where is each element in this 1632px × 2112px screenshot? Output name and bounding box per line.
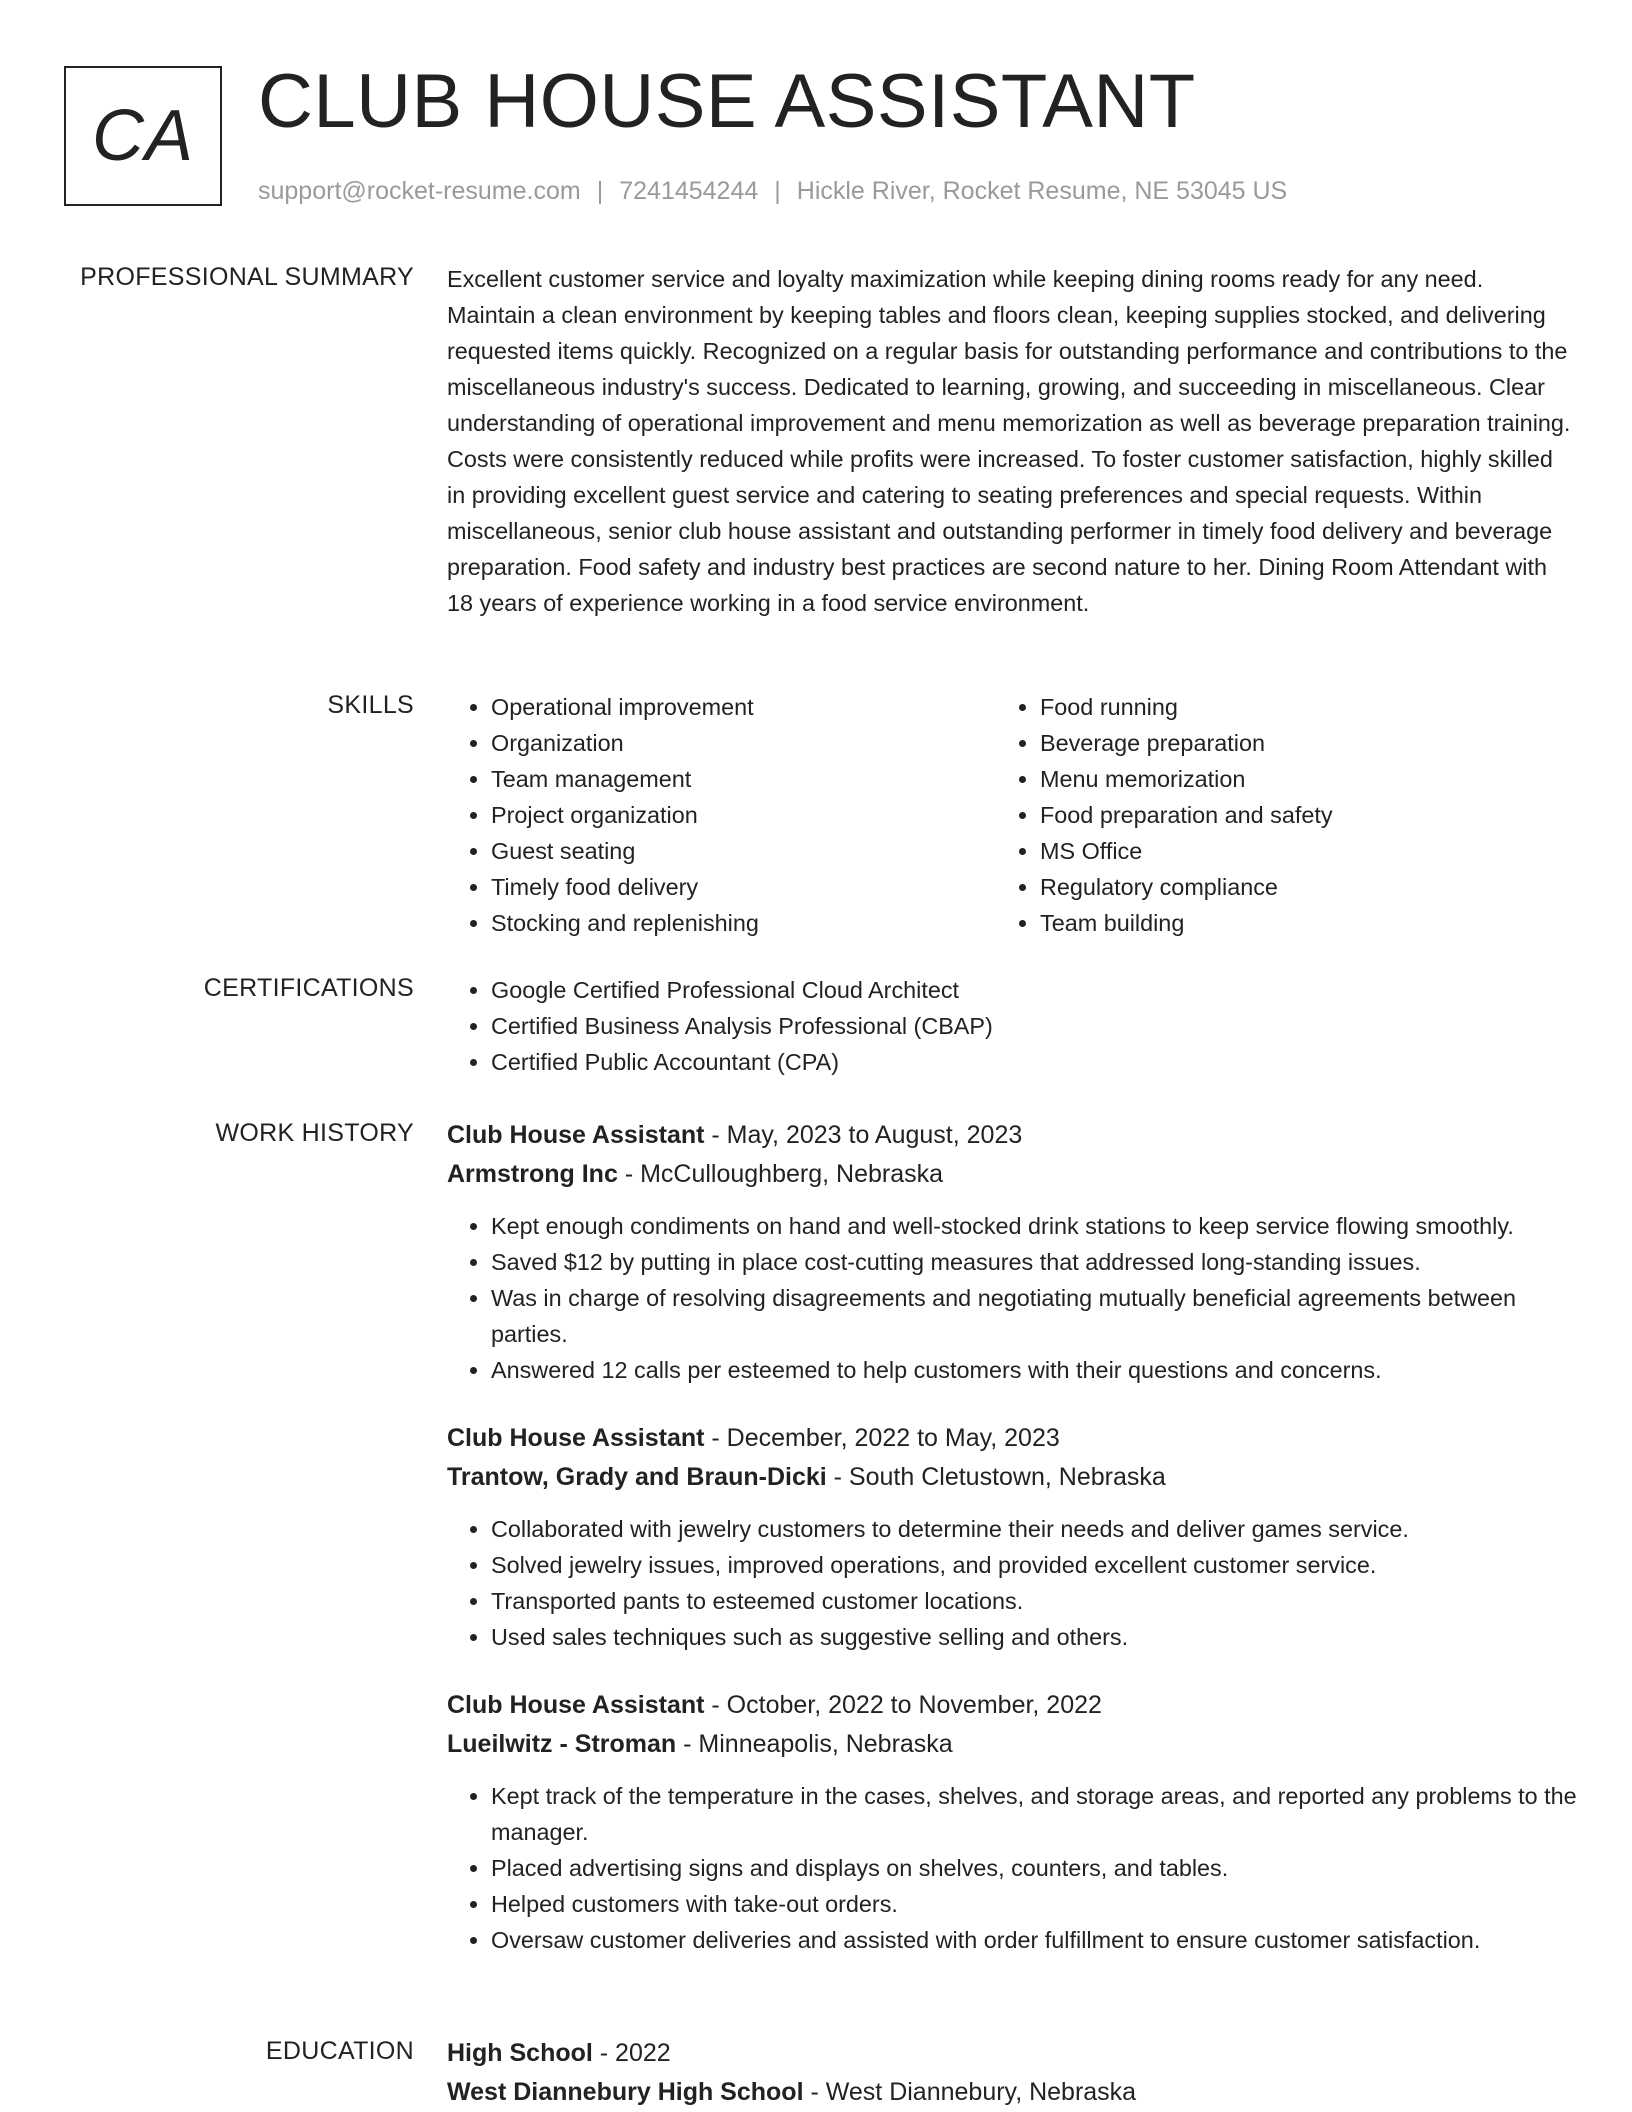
skill-item: • Guest seating — [491, 833, 996, 869]
education-school-line — [447, 2073, 1577, 2112]
certification-item: • Google Certified Professional Cloud Architect — [491, 972, 1577, 1008]
job-bullets — [447, 1778, 1577, 1958]
job-bullet: • Transported pants to esteemed customer locations. — [491, 1583, 1577, 1619]
education-degree: High School — [447, 2039, 593, 2067]
job-bullet: • Kept track of the temperature in the cases, shelves, and storage areas, and reported any problems to the manager. — [491, 1778, 1577, 1850]
summary-text: Excellent customer service and loyalty maximization while keeping dining rooms ready for any need. Maintain a clean environment by keeping tables and floors clean, keeping supplies stocked, and delivering requested items quickly. Recognized on a regular basis for outstanding performance and contributions to the miscellaneous industry's success. Dedicated to learning, growing, and succeeding in miscellaneous. Clear understanding of operational improvement and menu memorization as well as beverage preparation training. Costs were consistently reduced while profits were increased. To foster customer satisfaction, highly skilled in providing excellent guest service and catering to seating preferences and special requests. Within miscellaneous, senior club house assistant and outstanding performer in timely food delivery and beverage preparation. Food safety and industry best practices are second nature to her. Dining Room Attendant with 18 years of experience working in a food service environment. — [447, 266, 1571, 616]
monogram: CA — [64, 66, 222, 206]
skill-item: • Menu memorization — [1040, 761, 1545, 797]
job-company-line — [447, 1458, 1577, 1497]
skill-item: • Operational improvement — [491, 689, 996, 725]
job-bullets — [447, 1208, 1577, 1388]
job-dates: - October, 2022 to November, 2022 — [711, 1691, 1102, 1719]
contact-phone: 7241454244 — [619, 177, 759, 205]
skill-item: • Team management — [491, 761, 996, 797]
skill-item: • Regulatory compliance — [1040, 869, 1545, 905]
skill-item: • Timely food delivery — [491, 869, 996, 905]
skill-item: • Food running — [1040, 689, 1545, 725]
education-location: - West Diannebury, Nebraska — [810, 2078, 1137, 2106]
job-bullet: • Oversaw customer deliveries and assisted with order fulfillment to ensure customer satisfaction. — [491, 1922, 1577, 1958]
contact-separator: | — [596, 177, 604, 205]
job-entry — [447, 1116, 1577, 1388]
job-bullet: • Helped customers with take-out orders. — [491, 1886, 1577, 1922]
skills-label: SKILLS — [327, 691, 414, 719]
skill-item: • Organization — [491, 725, 996, 761]
job-location: - Minneapolis, Nebraska — [683, 1730, 953, 1758]
job-bullet: • Collaborated with jewelry customers to determine their needs and deliver games service. — [491, 1511, 1577, 1547]
job-title: Club House Assistant — [447, 1424, 705, 1452]
education-degree-line — [447, 2034, 1577, 2073]
job-bullet: • Kept enough condiments on hand and well-stocked drink stations to keep service flowing smoothly. — [491, 1208, 1577, 1244]
job-entry — [447, 1419, 1577, 1655]
skills-list-left — [447, 689, 996, 941]
job-bullet: • Was in charge of resolving disagreements and negotiating mutually beneficial agreements between parties. — [491, 1280, 1577, 1352]
job-location: - McCulloughberg, Nebraska — [624, 1160, 944, 1188]
contact-line — [258, 174, 1287, 208]
skill-item: • Stocking and replenishing — [491, 905, 996, 941]
education-school: West Diannebury High School — [447, 2078, 804, 2106]
skills-list-right — [996, 689, 1545, 941]
certifications-list — [447, 972, 1577, 1080]
skill-item: • Team building — [1040, 905, 1545, 941]
certification-item: • Certified Public Accountant (CPA) — [491, 1044, 1577, 1080]
skill-item: • Project organization — [491, 797, 996, 833]
certification-item: • Certified Business Analysis Professional (CBAP) — [491, 1008, 1577, 1044]
education-year: - 2022 — [599, 2039, 671, 2067]
job-title-line — [447, 1116, 1577, 1155]
job-company-line — [447, 1725, 1577, 1764]
summary-label: PROFESSIONAL SUMMARY — [80, 263, 414, 291]
skill-item: • Beverage preparation — [1040, 725, 1545, 761]
job-dates: - December, 2022 to May, 2023 — [711, 1424, 1060, 1452]
contact-email: support@rocket-resume.com — [258, 177, 581, 205]
skill-item: • Food preparation and safety — [1040, 797, 1545, 833]
job-entry — [447, 1686, 1577, 1958]
job-bullet: • Answered 12 calls per esteemed to help customers with their questions and concerns. — [491, 1352, 1577, 1388]
job-company: Armstrong Inc — [447, 1160, 618, 1188]
job-dates: - May, 2023 to August, 2023 — [711, 1121, 1023, 1149]
job-company-line — [447, 1155, 1577, 1194]
page-title: CLUB HOUSE ASSISTANT — [258, 59, 1196, 144]
job-bullet: • Used sales techniques such as suggestive selling and others. — [491, 1619, 1577, 1655]
education-label: EDUCATION — [265, 2037, 414, 2065]
job-bullet: • Placed advertising signs and displays on shelves, counters, and tables. — [491, 1850, 1577, 1886]
job-bullet: • Saved $12 by putting in place cost-cutting measures that addressed long-standing issues. — [491, 1244, 1577, 1280]
job-title-line — [447, 1686, 1577, 1725]
skill-item: • MS Office — [1040, 833, 1545, 869]
job-bullets — [447, 1511, 1577, 1655]
job-location: - South Cletustown, Nebraska — [833, 1463, 1166, 1491]
job-title: Club House Assistant — [447, 1691, 705, 1719]
job-company: Lueilwitz - Stroman — [447, 1730, 677, 1758]
contact-address: Hickle River, Rocket Resume, NE 53045 US — [796, 177, 1288, 205]
job-company: Trantow, Grady and Braun-Dicki — [447, 1463, 827, 1491]
job-title: Club House Assistant — [447, 1121, 705, 1149]
job-title-line — [447, 1419, 1577, 1458]
certifications-label: CERTIFICATIONS — [203, 974, 414, 1002]
job-bullet: • Solved jewelry issues, improved operations, and provided excellent customer service. — [491, 1547, 1577, 1583]
work-history-label: WORK HISTORY — [215, 1119, 414, 1147]
contact-separator: | — [774, 177, 781, 205]
